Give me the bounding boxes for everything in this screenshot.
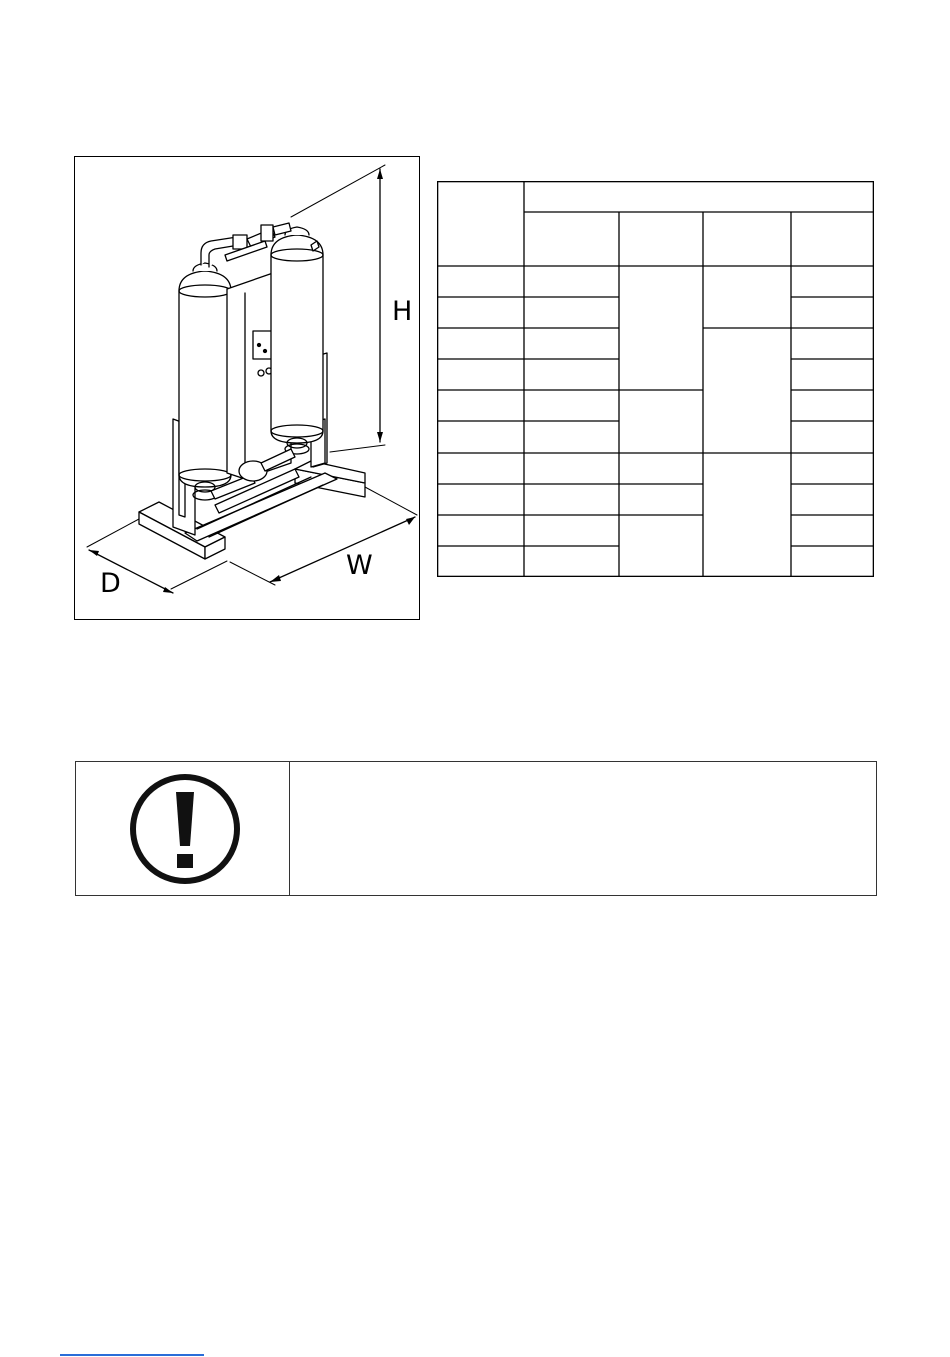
table-outline [438,182,874,577]
warning-notice [75,761,877,896]
width-dimension-label: W [346,550,373,581]
warning-icon-cell [76,762,290,895]
table-row-lines [437,297,874,546]
exclamation-circle-icon [126,770,244,888]
height-dimension-label: H [392,296,413,327]
dimensions-table [437,181,874,577]
depth-dimension-label: D [100,568,121,599]
warning-text [290,762,876,895]
footer-rule [60,1354,204,1356]
